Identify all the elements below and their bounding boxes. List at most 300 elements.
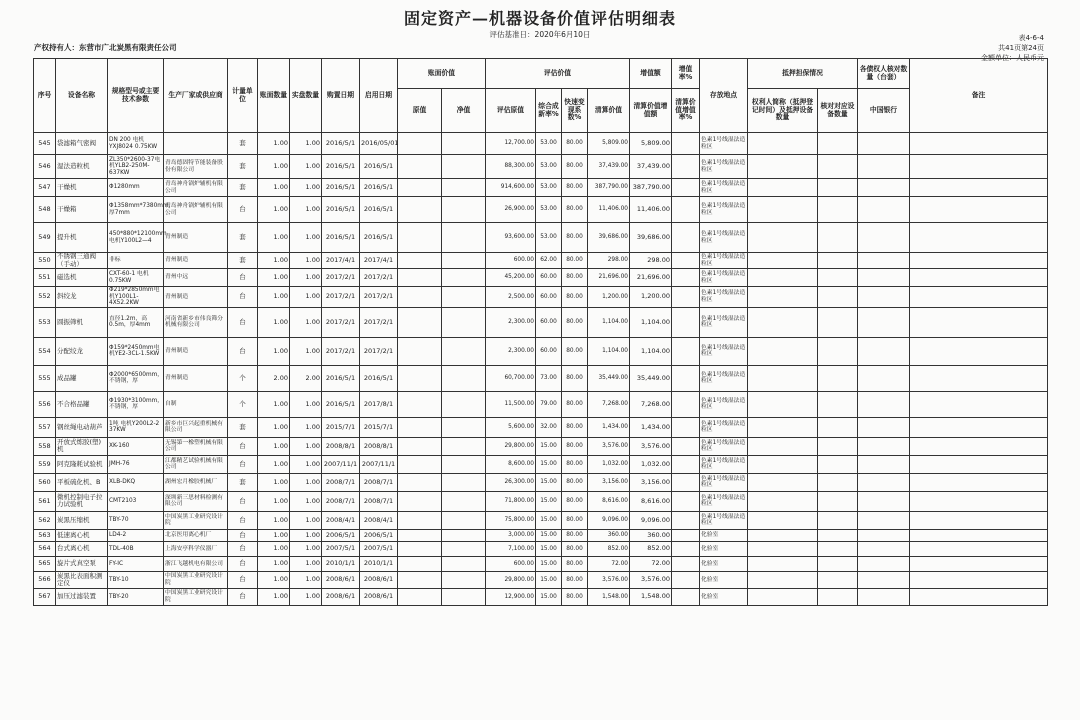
cell-maker: 青州制造: [164, 287, 228, 308]
cell-appraised-original: 12,900.00: [486, 588, 536, 605]
cell-verified-qty: [818, 155, 858, 179]
cell-appraised-original: 3,000.00: [486, 529, 536, 541]
cell-start-date: 2016/5/1: [360, 365, 398, 391]
cell-spec: Φ1280mm: [108, 179, 164, 197]
cell-location: 色素1号线湿法造粒区: [700, 437, 748, 455]
cell-book-qty: 2.00: [258, 365, 290, 391]
cell-net: [442, 417, 486, 437]
cell-remark: [910, 455, 1048, 473]
cell-appraised-original: 26,300.00: [486, 473, 536, 491]
cell-liquidation-increase-rate: [672, 437, 700, 455]
cell-remark: [910, 269, 1048, 287]
cell-book-qty: 1.00: [258, 541, 290, 556]
cell-appraised-original: 71,800.00: [486, 491, 536, 511]
cell-realize-factor: 80.00: [562, 197, 588, 223]
cell-spec: Φ1930*3100mm，不锈钢，厚: [108, 391, 164, 417]
cell-seq: 553: [34, 307, 56, 337]
cell-pledgee: [748, 529, 818, 541]
cell-location: 色素1号线湿法造粒区: [700, 253, 748, 269]
cell-spec: 1吨 电机Y200L2-2 37KW: [108, 417, 164, 437]
cell-spec: Φ1358mm*7380mm，厚7mm: [108, 197, 164, 223]
cell-location: 色素1号线湿法造粒区: [700, 133, 748, 155]
cell-location: 色素1号线湿法造粒区: [700, 473, 748, 491]
cell-remark: [910, 223, 1048, 253]
cell-remark: [910, 588, 1048, 605]
table-row: [34, 253, 1048, 269]
col-purchase-date: 购置日期: [322, 59, 360, 133]
cell-original: [398, 541, 442, 556]
cell-pledgee: [748, 588, 818, 605]
col-group-appraisal: 评估价值: [486, 59, 630, 89]
cell-name: 圆振筛机: [56, 307, 108, 337]
cell-unit: 台: [228, 269, 258, 287]
table-row: [34, 133, 1048, 155]
cell-start-date: 2016/5/1: [360, 155, 398, 179]
col-pledgee: 权利人简称（抵押登记时间）及抵押设备数量: [748, 89, 818, 133]
cell-purchase-date: 2016/5/1: [322, 391, 360, 417]
cell-maker: 无锡第一橡塑机械有限公司: [164, 437, 228, 455]
cell-seq: 559: [34, 455, 56, 473]
cell-pledgee: [748, 473, 818, 491]
cell-book-qty: 1.00: [258, 529, 290, 541]
cell-start-date: 2017/2/1: [360, 307, 398, 337]
cell-net: [442, 571, 486, 588]
cell-unit: 台: [228, 541, 258, 556]
cell-net: [442, 588, 486, 605]
cell-liquidation-increase: 1,434.00: [630, 417, 672, 437]
cell-spec: 非标: [108, 253, 164, 269]
cell-remark: [910, 511, 1048, 529]
cell-location: 色素1号线湿法造粒区: [700, 391, 748, 417]
cell-book-qty: 1.00: [258, 179, 290, 197]
cell-liquidation-increase: 8,616.00: [630, 491, 672, 511]
col-remark: 备注: [910, 59, 1048, 133]
cell-pledgee: [748, 455, 818, 473]
cell-net: [442, 197, 486, 223]
cell-liquidation-increase: 39,686.00: [630, 223, 672, 253]
cell-maker: 青岛神舟锅炉辅机有限公司: [164, 197, 228, 223]
cell-pledgee: [748, 571, 818, 588]
cell-actual-qty: 1.00: [290, 287, 322, 308]
cell-original: [398, 417, 442, 437]
cell-book-qty: 1.00: [258, 337, 290, 365]
cell-location: 色素1号线湿法造粒区: [700, 365, 748, 391]
cell-unit: 台: [228, 571, 258, 588]
cell-net: [442, 556, 486, 571]
col-group-creditor: 各债权人核对数量（台套）: [858, 59, 910, 89]
cell-appraised-original: 8,600.00: [486, 455, 536, 473]
table-row: [34, 511, 1048, 529]
cell-actual-qty: 1.00: [290, 417, 322, 437]
cell-maker: 河南省新乡市伟良筛分机械有限公司: [164, 307, 228, 337]
cell-verified-qty: [818, 511, 858, 529]
cell-actual-qty: 1.00: [290, 223, 322, 253]
cell-verified-qty: [818, 197, 858, 223]
cell-location: 色素1号线湿法造粒区: [700, 491, 748, 511]
cell-unit: 台: [228, 287, 258, 308]
cell-appraised-original: 26,900.00: [486, 197, 536, 223]
cell-original: [398, 133, 442, 155]
cell-composite-rate: 15.00: [536, 511, 562, 529]
cell-appraised-original: 914,600.00: [486, 179, 536, 197]
cell-verified-qty: [818, 588, 858, 605]
cell-maker: 江都精艺试验机械有限公司: [164, 455, 228, 473]
cell-actual-qty: 1.00: [290, 133, 322, 155]
cell-liquidation-increase: 387,790.00: [630, 179, 672, 197]
cell-creditor: [858, 307, 910, 337]
cell-composite-rate: 53.00: [536, 223, 562, 253]
cell-net: [442, 473, 486, 491]
cell-start-date: 2008/7/1: [360, 491, 398, 511]
cell-original: [398, 179, 442, 197]
cell-verified-qty: [818, 391, 858, 417]
cell-book-qty: 1.00: [258, 287, 290, 308]
cell-remark: [910, 287, 1048, 308]
cell-book-qty: 1.00: [258, 223, 290, 253]
cell-realize-factor: 80.00: [562, 571, 588, 588]
cell-name: 阿克隆耗试验机: [56, 455, 108, 473]
cell-remark: [910, 337, 1048, 365]
cell-pledgee: [748, 307, 818, 337]
cell-unit: 个: [228, 391, 258, 417]
cell-start-date: 2016/5/1: [360, 179, 398, 197]
col-start-date: 启用日期: [360, 59, 398, 133]
cell-spec: JMH-76: [108, 455, 164, 473]
cell-liquidation-value: 3,576.00: [588, 571, 630, 588]
base-date: 评估基准日：2020年6月10日: [489, 30, 591, 39]
cell-creditor: [858, 269, 910, 287]
cell-spec: TBY-70: [108, 511, 164, 529]
cell-seq: 562: [34, 511, 56, 529]
currency-unit: 金额单位：人民币元: [981, 54, 1044, 62]
cell-verified-qty: [818, 337, 858, 365]
cell-seq: 560: [34, 473, 56, 491]
table-row: [34, 197, 1048, 223]
table-row: [34, 179, 1048, 197]
cell-original: [398, 588, 442, 605]
cell-book-qty: 1.00: [258, 197, 290, 223]
cell-liquidation-increase: 3,156.00: [630, 473, 672, 491]
cell-unit: 台: [228, 556, 258, 571]
cell-liquidation-increase: 7,268.00: [630, 391, 672, 417]
cell-maker: 青州中远: [164, 269, 228, 287]
cell-liquidation-value: 1,434.00: [588, 417, 630, 437]
cell-unit: 套: [228, 223, 258, 253]
cell-remark: [910, 133, 1048, 155]
table-row: [34, 588, 1048, 605]
col-net: 净值: [442, 89, 486, 133]
cell-appraised-original: 75,800.00: [486, 511, 536, 529]
cell-creditor: [858, 133, 910, 155]
cell-net: [442, 529, 486, 541]
cell-liquidation-increase: 35,449.00: [630, 365, 672, 391]
cell-liquidation-increase-rate: [672, 365, 700, 391]
cell-net: [442, 287, 486, 308]
cell-liquidation-value: 37,439.00: [588, 155, 630, 179]
cell-net: [442, 179, 486, 197]
cell-purchase-date: 2017/4/1: [322, 253, 360, 269]
cell-liquidation-increase: 852.00: [630, 541, 672, 556]
cell-liquidation-increase-rate: [672, 253, 700, 269]
cell-actual-qty: 1.00: [290, 253, 322, 269]
cell-spec: 450*880*12100mm电机Y100L2—4: [108, 223, 164, 253]
cell-liquidation-increase: 298.00: [630, 253, 672, 269]
cell-liquidation-value: 11,406.00: [588, 197, 630, 223]
cell-book-qty: 1.00: [258, 253, 290, 269]
cell-actual-qty: 1.00: [290, 437, 322, 455]
cell-remark: [910, 307, 1048, 337]
cell-appraised-original: 600.00: [486, 556, 536, 571]
cell-spec: 直径1.2m，高0.5m，厚4mm: [108, 307, 164, 337]
cell-actual-qty: 1.00: [290, 197, 322, 223]
cell-liquidation-value: 72.00: [588, 556, 630, 571]
cell-location: 色素1号线湿法造粒区: [700, 197, 748, 223]
cell-actual-qty: 1.00: [290, 511, 322, 529]
cell-remark: [910, 473, 1048, 491]
cell-realize-factor: 80.00: [562, 223, 588, 253]
cell-actual-qty: 1.00: [290, 391, 322, 417]
cell-liquidation-value: 1,104.00: [588, 337, 630, 365]
cell-spec: CMT2103: [108, 491, 164, 511]
cell-book-qty: 1.00: [258, 155, 290, 179]
cell-original: [398, 556, 442, 571]
cell-seq: 548: [34, 197, 56, 223]
cell-composite-rate: 62.00: [536, 253, 562, 269]
cell-seq: 563: [34, 529, 56, 541]
cell-original: [398, 571, 442, 588]
col-liquidation-value: 清算价值: [588, 89, 630, 133]
cell-maker: 上海安亭科学仪器厂: [164, 541, 228, 556]
cell-pledgee: [748, 269, 818, 287]
cell-purchase-date: 2016/5/1: [322, 133, 360, 155]
cell-spec: TBY-10: [108, 571, 164, 588]
cell-verified-qty: [818, 133, 858, 155]
cell-composite-rate: 15.00: [536, 588, 562, 605]
cell-liquidation-increase: 360.00: [630, 529, 672, 541]
cell-liquidation-increase: 5,809.00: [630, 133, 672, 155]
cell-maker: 青岛神舟锅炉辅机有限公司: [164, 179, 228, 197]
cell-unit: 台: [228, 197, 258, 223]
cell-book-qty: 1.00: [258, 473, 290, 491]
cell-net: [442, 491, 486, 511]
cell-location: 色素1号线湿法造粒区: [700, 155, 748, 179]
cell-location: 色素1号线湿法造粒区: [700, 417, 748, 437]
cell-location: 色素1号线湿法造粒区: [700, 511, 748, 529]
cell-start-date: 2008/6/1: [360, 588, 398, 605]
cell-spec: TDL-40B: [108, 541, 164, 556]
cell-remark: [910, 417, 1048, 437]
cell-liquidation-increase: 21,696.00: [630, 269, 672, 287]
cell-liquidation-increase: 1,032.00: [630, 455, 672, 473]
cell-name: 不锈钢三通阀（手动）: [56, 253, 108, 269]
cell-realize-factor: 80.00: [562, 541, 588, 556]
cell-liquidation-value: 21,696.00: [588, 269, 630, 287]
cell-remark: [910, 571, 1048, 588]
cell-unit: 套: [228, 417, 258, 437]
cell-liquidation-increase: 1,548.00: [630, 588, 672, 605]
cell-liquidation-increase-rate: [672, 541, 700, 556]
cell-seq: 552: [34, 287, 56, 308]
cell-purchase-date: 2017/2/1: [322, 287, 360, 308]
cell-composite-rate: 53.00: [536, 155, 562, 179]
cell-seq: 546: [34, 155, 56, 179]
cell-unit: 个: [228, 365, 258, 391]
cell-net: [442, 437, 486, 455]
cell-liquidation-value: 360.00: [588, 529, 630, 541]
cell-appraised-original: 88,300.00: [486, 155, 536, 179]
cell-maker: 自制: [164, 391, 228, 417]
cell-maker: 青州制造: [164, 337, 228, 365]
cell-purchase-date: 2007/11/1: [322, 455, 360, 473]
cell-name: 磁选机: [56, 269, 108, 287]
cell-remark: [910, 391, 1048, 417]
owner-line: 产权持有人：东营市广北炭黑有限责任公司: [34, 43, 177, 52]
cell-creditor: [858, 365, 910, 391]
cell-location: 色素1号线湿法造粒区: [700, 455, 748, 473]
cell-actual-qty: 1.00: [290, 556, 322, 571]
cell-creditor: [858, 337, 910, 365]
cell-actual-qty: 1.00: [290, 588, 322, 605]
cell-liquidation-increase-rate: [672, 417, 700, 437]
cell-original: [398, 287, 442, 308]
cell-purchase-date: 2008/7/1: [322, 491, 360, 511]
cell-creditor: [858, 491, 910, 511]
cell-composite-rate: 53.00: [536, 133, 562, 155]
cell-appraised-original: 5,600.00: [486, 417, 536, 437]
table-row: [34, 455, 1048, 473]
cell-start-date: 2010/1/1: [360, 556, 398, 571]
col-appraised-original: 评估原值: [486, 89, 536, 133]
cell-realize-factor: 80.00: [562, 155, 588, 179]
cell-maker: 新乡市巨兴起重机械有限公司: [164, 417, 228, 437]
table-row: [34, 365, 1048, 391]
cell-liquidation-increase-rate: [672, 571, 700, 588]
cell-liquidation-value: 8,616.00: [588, 491, 630, 511]
cell-location: 色素1号线湿法造粒区: [700, 269, 748, 287]
table-body: [34, 133, 1048, 606]
table-row: [34, 556, 1048, 571]
cell-liquidation-increase-rate: [672, 197, 700, 223]
cell-liquidation-increase-rate: [672, 287, 700, 308]
cell-liquidation-increase-rate: [672, 511, 700, 529]
page-number: 共41页第24页: [998, 44, 1044, 52]
cell-liquidation-increase-rate: [672, 491, 700, 511]
cell-creditor: [858, 253, 910, 269]
cell-book-qty: 1.00: [258, 511, 290, 529]
cell-realize-factor: 80.00: [562, 307, 588, 337]
cell-liquidation-increase: 72.00: [630, 556, 672, 571]
cell-purchase-date: 2017/2/1: [322, 337, 360, 365]
cell-creditor: [858, 197, 910, 223]
cell-seq: 564: [34, 541, 56, 556]
cell-realize-factor: 80.00: [562, 133, 588, 155]
cell-liquidation-value: 1,548.00: [588, 588, 630, 605]
cell-liquidation-increase-rate: [672, 223, 700, 253]
cell-appraised-original: 12,700.00: [486, 133, 536, 155]
cell-liquidation-increase-rate: [672, 133, 700, 155]
cell-maker: 北京医用离心机厂: [164, 529, 228, 541]
cell-maker: 青州制造: [164, 223, 228, 253]
cell-book-qty: 1.00: [258, 437, 290, 455]
cell-realize-factor: 80.00: [562, 455, 588, 473]
col-group-increase: 增值额: [630, 59, 672, 89]
cell-seq: 558: [34, 437, 56, 455]
cell-composite-rate: 15.00: [536, 529, 562, 541]
cell-seq: 556: [34, 391, 56, 417]
cell-composite-rate: 53.00: [536, 197, 562, 223]
cell-original: [398, 365, 442, 391]
cell-verified-qty: [818, 253, 858, 269]
cell-start-date: 2007/11/1: [360, 455, 398, 473]
cell-remark: [910, 365, 1048, 391]
col-original: 原值: [398, 89, 442, 133]
cell-pledgee: [748, 155, 818, 179]
cell-name: 台式离心机: [56, 541, 108, 556]
cell-composite-rate: 79.00: [536, 391, 562, 417]
cell-appraised-original: 2,300.00: [486, 337, 536, 365]
cell-pledgee: [748, 511, 818, 529]
cell-purchase-date: 2015/7/1: [322, 417, 360, 437]
cell-realize-factor: 80.00: [562, 588, 588, 605]
cell-realize-factor: 80.00: [562, 365, 588, 391]
cell-liquidation-increase: 3,576.00: [630, 571, 672, 588]
cell-location: 化验室: [700, 571, 748, 588]
cell-liquidation-value: 1,104.00: [588, 307, 630, 337]
cell-composite-rate: 15.00: [536, 491, 562, 511]
col-realize-factor: 快速变现系数%: [562, 89, 588, 133]
cell-name: 干燥机: [56, 179, 108, 197]
table-row: [34, 223, 1048, 253]
cell-purchase-date: 2017/2/1: [322, 269, 360, 287]
table-row: [34, 391, 1048, 417]
col-maker: 生产厂家或供应商: [164, 59, 228, 133]
cell-start-date: 2016/5/1: [360, 223, 398, 253]
cell-maker: 青州制造: [164, 253, 228, 269]
cell-purchase-date: 2008/8/1: [322, 437, 360, 455]
table-row: [34, 287, 1048, 308]
page-title: 固定资产—机器设备价值评估明细表: [403, 9, 676, 28]
cell-creditor: [858, 571, 910, 588]
cell-actual-qty: 1.00: [290, 155, 322, 179]
cell-pledgee: [748, 337, 818, 365]
cell-start-date: 2015/7/1: [360, 417, 398, 437]
cell-remark: [910, 541, 1048, 556]
cell-verified-qty: [818, 571, 858, 588]
cell-liquidation-increase: 37,439.00: [630, 155, 672, 179]
cell-location: 化验室: [700, 556, 748, 571]
cell-pledgee: [748, 365, 818, 391]
col-creditor: 中国银行: [858, 89, 910, 133]
cell-net: [442, 365, 486, 391]
cell-composite-rate: 53.00: [536, 179, 562, 197]
cell-verified-qty: [818, 417, 858, 437]
cell-book-qty: 1.00: [258, 133, 290, 155]
cell-net: [442, 307, 486, 337]
cell-spec: XK-160: [108, 437, 164, 455]
cell-book-qty: 1.00: [258, 455, 290, 473]
cell-liquidation-value: 39,686.00: [588, 223, 630, 253]
cell-liquidation-increase: 1,200.00: [630, 287, 672, 308]
cell-name: 干燥箱: [56, 197, 108, 223]
cell-name: 旋片式真空泵: [56, 556, 108, 571]
equipment-valuation-table: [33, 58, 1048, 606]
cell-net: [442, 155, 486, 179]
cell-liquidation-value: 298.00: [588, 253, 630, 269]
cell-pledgee: [748, 417, 818, 437]
cell-original: [398, 223, 442, 253]
col-group-pledge: 抵押担保情况: [748, 59, 858, 89]
cell-unit: 台: [228, 529, 258, 541]
